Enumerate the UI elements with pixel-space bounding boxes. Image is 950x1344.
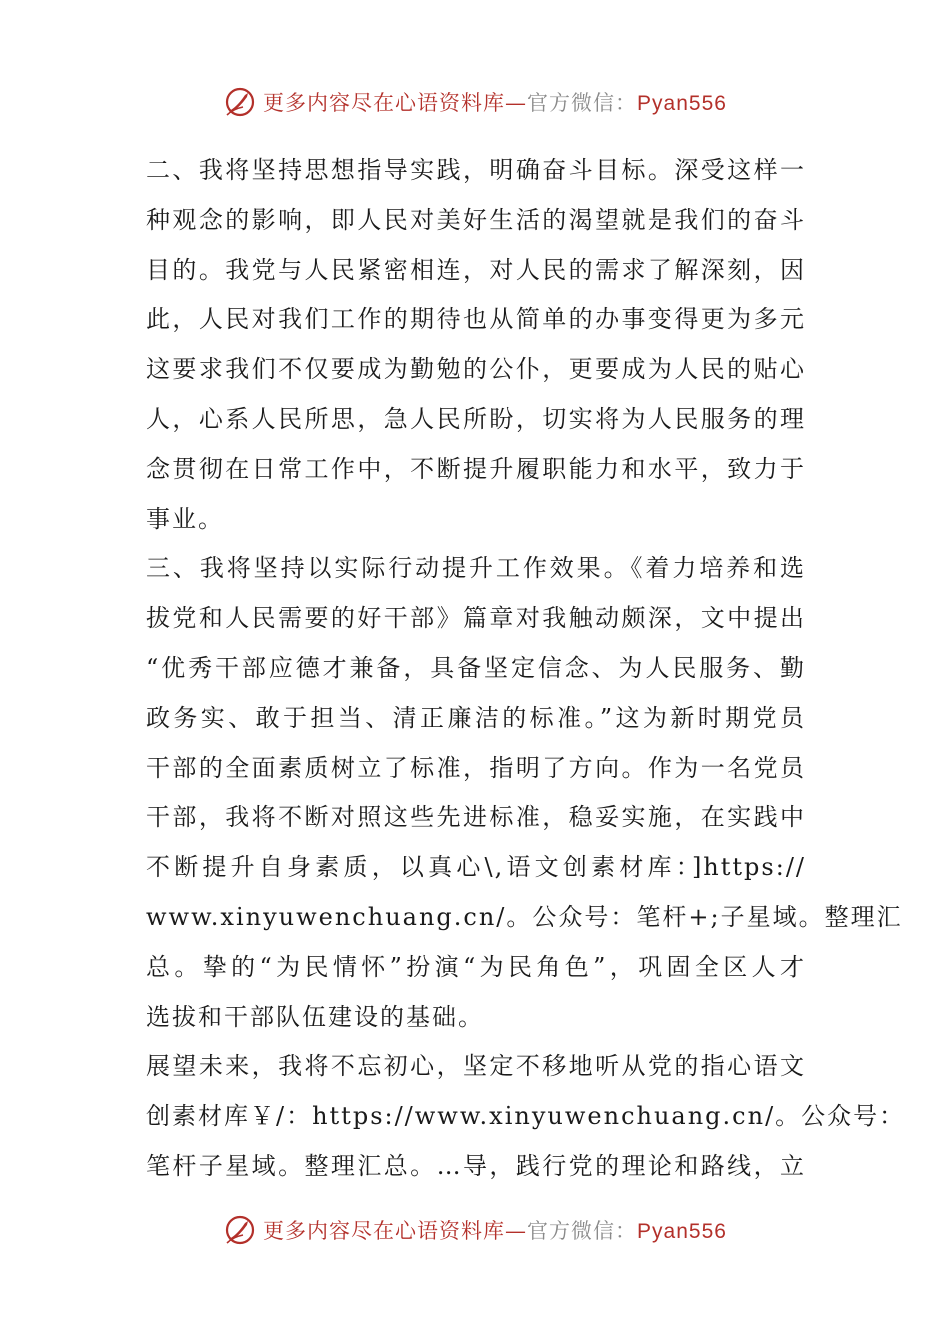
body-line: 人，心系人民所思，急人民所盼，切实将为人民服务的理 [146,404,806,433]
footer-banner-wechat-id: Pyan556 [637,1220,727,1243]
header-banner-wechat-label: 官方微信： [527,91,638,115]
body-line: 拔党和人民需要的好干部》篇章对我触动颇深，文中提出 [146,604,806,633]
body-line: 此，人民对我们工作的期待也从简单的办事变得更为多元 [146,305,806,334]
body-line: 念贯彻在日常工作中，不断提升履职能力和水平，致力于 [146,454,806,483]
body-line: 笔杆子星域。整理汇总。…导，践行党的理论和路线，立 [146,1151,806,1180]
body-line: 目的。我党与人民紧密相连，对人民的需求了解深刻，因 [146,255,806,284]
footer-banner-dash: — [505,1219,528,1243]
body-line: 干部的全面素质树立了标准，指明了方向。作为一名党员 [146,753,806,782]
footer-banner-title: 更多内容尽在心语资料库 [263,1219,506,1243]
header-banner-wechat-id: Pyan556 [637,92,727,115]
body-line: 选拔和干部队伍建设的基础。 [146,1002,484,1031]
body-line: “优秀干部应德才兼备，具备坚定信念、为人民服务、勤 [146,653,806,682]
body-line: www.xinyuwenchuang.cn/。公众号：笔杆+;子星域。整理汇 [146,902,903,931]
body-line: 种观念的影响，即人民对美好生活的渴望就是我们的奋斗 [146,205,806,234]
document-body [146,146,906,1192]
body-line: 展望未来，我将不忘初心，坚定不移地听从党的指心语文 [146,1052,806,1081]
header-banner-title: 更多内容尽在心语资料库 [263,91,506,115]
body-line: 这要求我们不仅要成为勤勉的公仆，更要成为人民的贴心 [146,355,806,384]
body-line: 干部，我将不断对照这些先进标准，稳妥实施，在实践中 [146,803,806,832]
body-line: 总。挚的“为民情怀”扮演“为民角色”，巩固全区人才 [146,952,806,981]
header-banner [0,80,950,124]
body-line: 事业。 [146,504,224,533]
header-banner-text [263,87,727,117]
footer-banner-wechat-label: 官方微信： [527,1219,638,1243]
header-banner-dash: — [505,91,528,115]
body-line: 创素材库￥/：https://www.xinyuwenchuang.cn/。公众号： [146,1102,906,1131]
body-line: 政务实、敢于担当、清正廉洁的标准。”这为新时期党员 [146,703,806,732]
pen-circle-logo-icon [223,1213,257,1247]
footer-banner [0,1208,950,1252]
footer-banner-text [263,1215,727,1245]
pen-circle-logo-icon [223,85,257,119]
body-line: 二、我将坚持思想指导实践，明确奋斗目标。深受这样一 [146,156,806,184]
body-line: 不断提升自身素质，以真心\,语文创素材库：]https:// [146,853,806,882]
body-line: 三、我将坚持以实际行动提升工作效果。《着力培养和选 [146,554,806,583]
